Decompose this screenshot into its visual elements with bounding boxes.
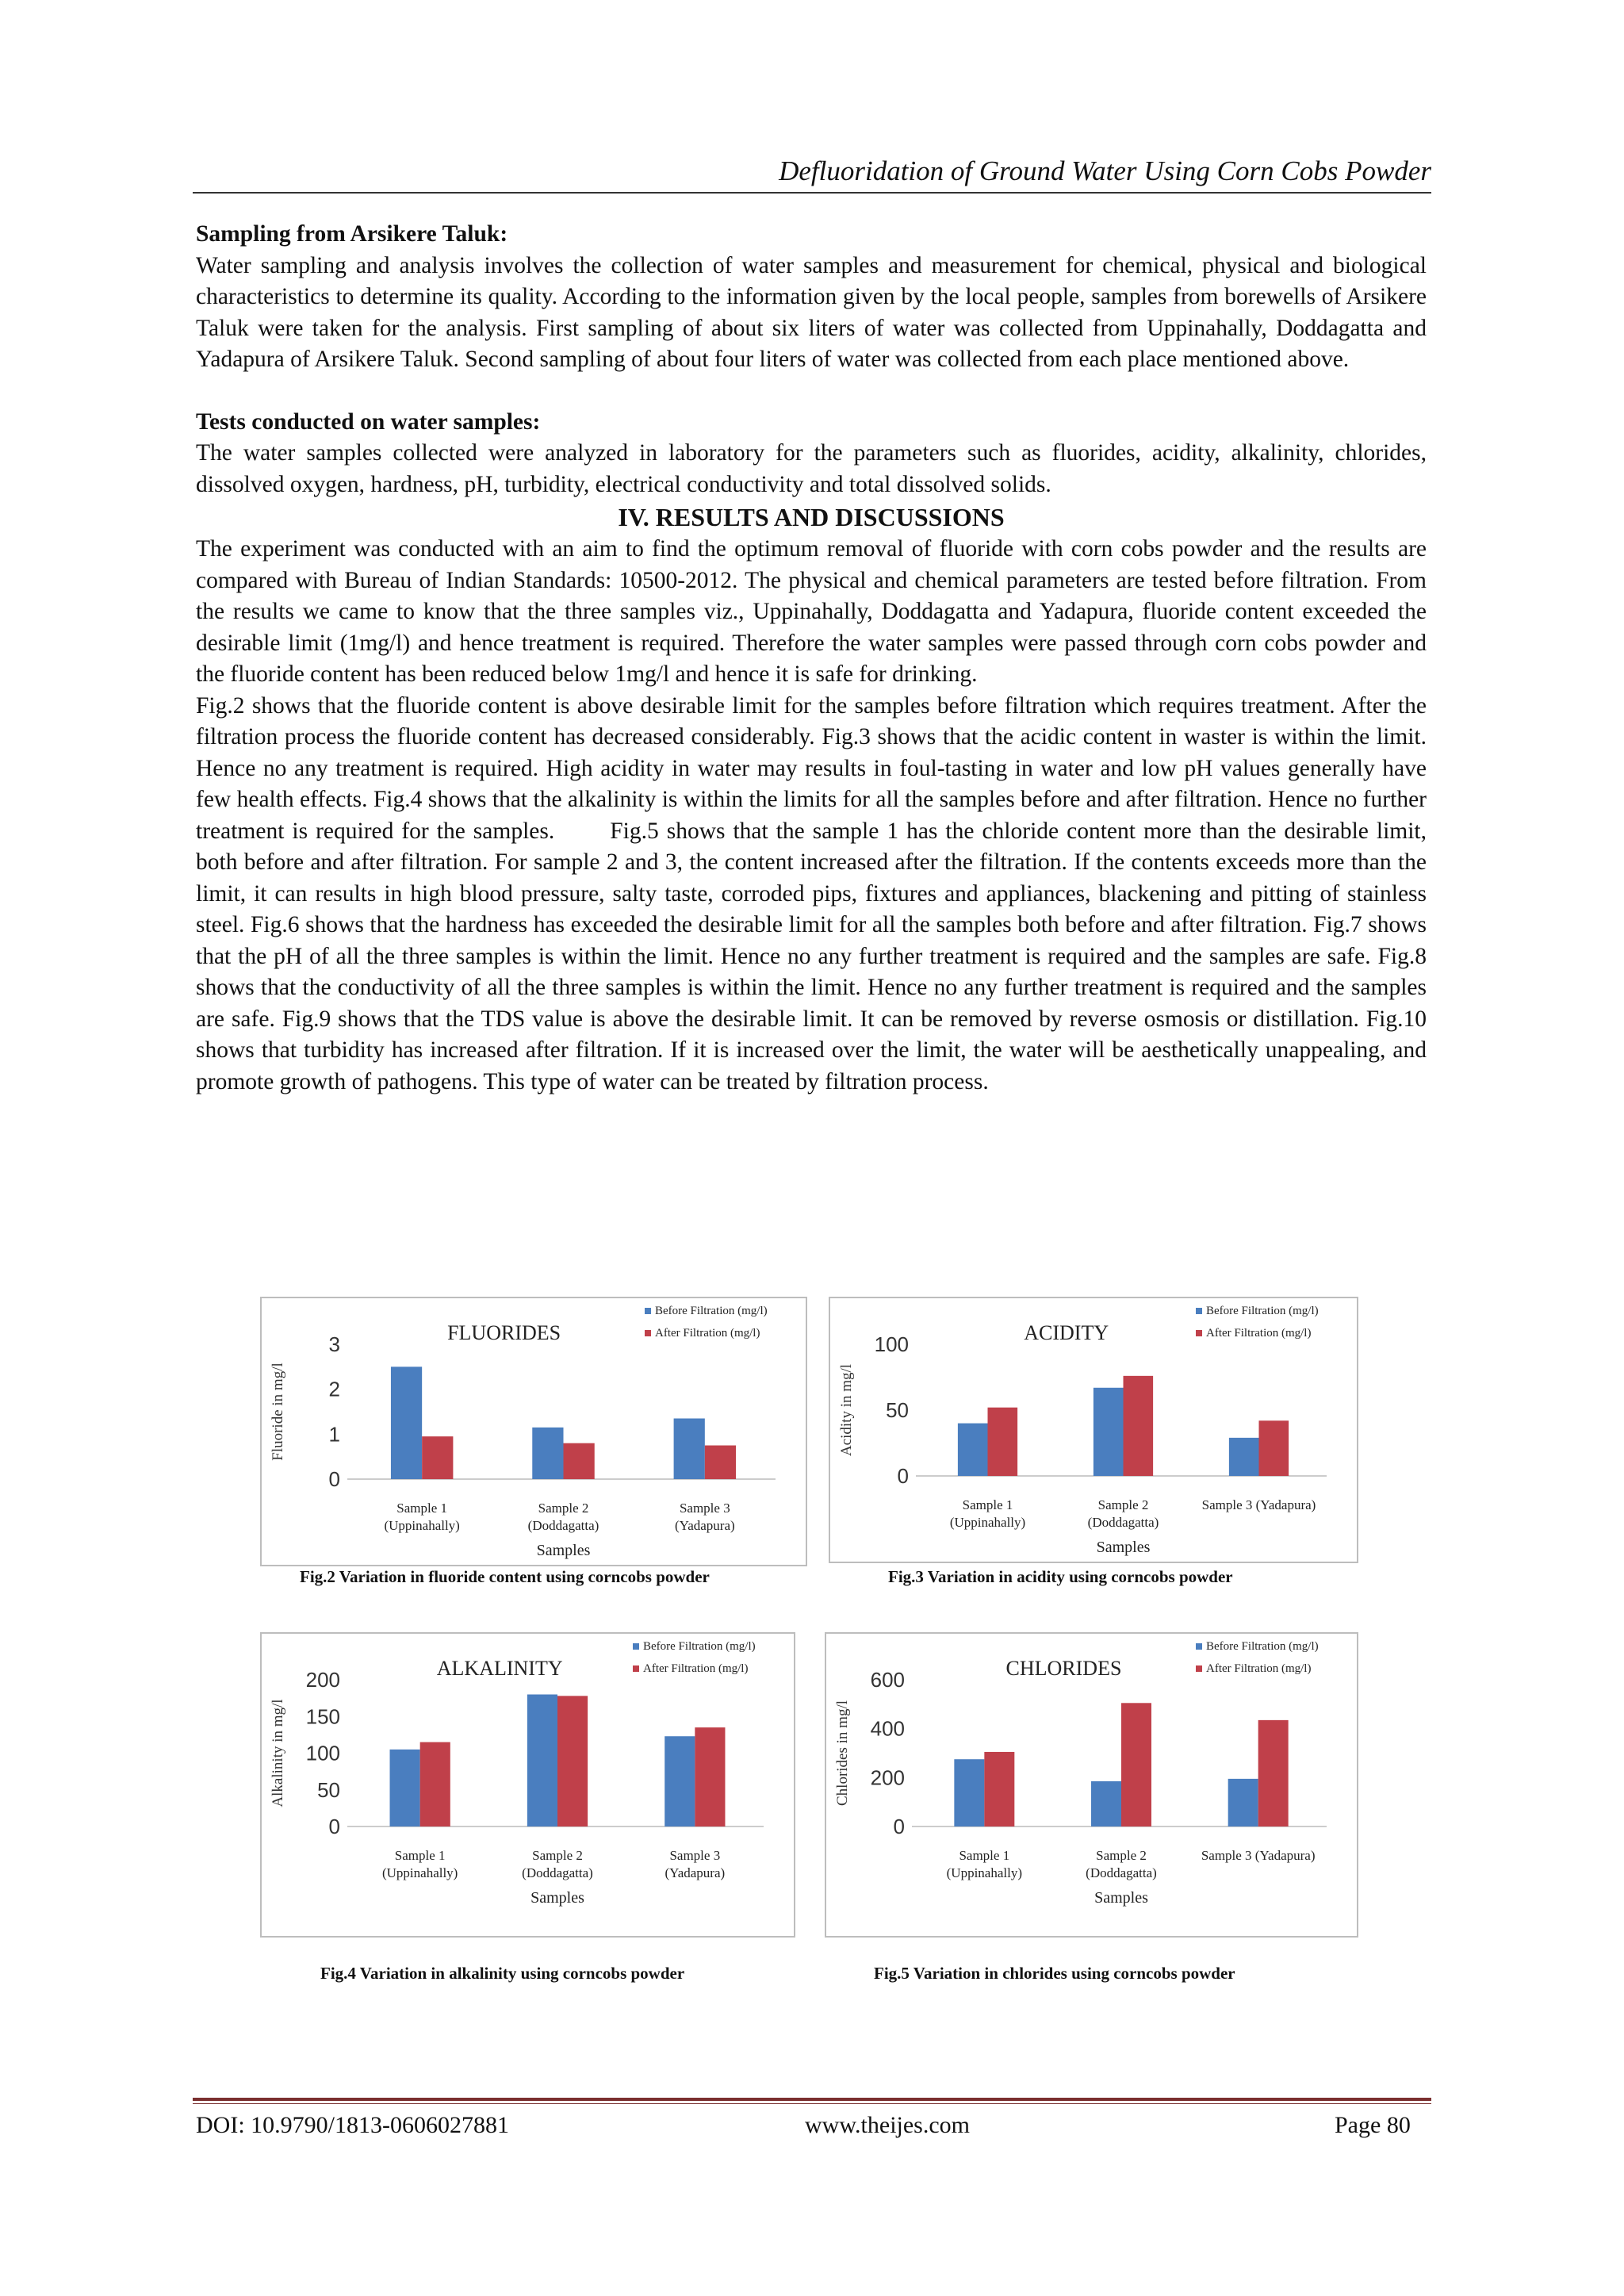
x-tick-label: (Doddagatta)	[522, 1865, 593, 1880]
chart-title: ACIDITY	[1024, 1321, 1109, 1344]
bar-before	[1228, 1779, 1258, 1826]
x-tick-label: Sample 2	[538, 1501, 589, 1516]
y-tick-label: 600	[870, 1668, 905, 1692]
x-axis-label: Samples	[536, 1542, 591, 1559]
legend-swatch	[633, 1665, 639, 1672]
x-tick-label: (Doddagatta)	[527, 1518, 599, 1533]
chart-alkalinity	[260, 1632, 795, 1938]
y-axis-label: Acidity in mg/l	[838, 1363, 855, 1457]
y-tick-label: 50	[317, 1777, 340, 1802]
footer-rule	[193, 2098, 1431, 2101]
footer-doi: DOI: 10.9790/1813-0606027881	[196, 2112, 509, 2138]
chart-title: ALKALINITY	[436, 1657, 563, 1680]
x-tick-label: (Yadapura)	[665, 1865, 726, 1880]
tests-paragraph: The water samples collected were analyzed in laboratory for the parameters such as fluorides, acidity, alkalinity, chlorides, dissolved oxygen, hardness, pH, turbidity, electrical conductivity and total dissolved solids.	[196, 440, 1427, 497]
bar-after	[422, 1436, 453, 1479]
figure-acidity	[829, 1297, 1358, 1563]
figure-fluorides	[260, 1297, 807, 1566]
bar-before	[1091, 1781, 1121, 1826]
legend-swatch	[1196, 1308, 1202, 1314]
x-tick-label: Sample 2	[532, 1848, 583, 1863]
caption-fig3: Fig.3 Variation in acidity using corncobs powder	[888, 1567, 1233, 1586]
bar-before	[390, 1750, 420, 1826]
legend-label: Before Filtration (mg/l)	[1206, 1640, 1319, 1653]
y-tick-label: 1	[328, 1422, 340, 1447]
sampling-heading: Sampling from Arsikere Taluk:	[196, 221, 508, 247]
footer-website: www.theijes.com	[805, 2112, 971, 2138]
footer-rule-thin	[193, 2103, 1431, 2104]
y-tick-label: 0	[893, 1815, 905, 1838]
y-tick-label: 100	[874, 1332, 909, 1356]
results-paragraph-2b: Fig.5 shows that the sample 1 has the chloride content more than the desirable limit, both before and after filtration. For sample 2 and 3, the content increased after the filtration. If the contents exceeds more than the limit, it can results in high blood pressure, salty taste, corroded pips, fixtures and appliances, blackening and pitting of stainless steel. Fig.6 shows that the hardness has exceeded the desirable limit for all the samples both before and after filtration. Fig.7 shows that the pH of all the three samples is within the limit. Hence no any further treatment is required and the samples are safe. Fig.8 shows that the conductivity of all the three samples is within the limit. Hence no any further treatment is required and the samples are safe. Fig.9 shows that the TDS value is above the desirable limit. It can be removed by reverse osmosis or distillation. Fig.10 shows that turbidity has increased after filtration. If it is increased over the limit, the water will be aesthetically unappealing, and promote growth of pathogens. This type of water can be treated by filtration process.	[196, 818, 1427, 1094]
legend-label: After Filtration (mg/l)	[655, 1327, 760, 1340]
x-tick-label: Sample 2	[1097, 1497, 1149, 1512]
caption-fig2: Fig.2 Variation in fluoride content using corncobs powder	[300, 1567, 710, 1586]
x-tick-label: (Uppinahally)	[384, 1518, 460, 1533]
legend-label: After Filtration (mg/l)	[1206, 1662, 1312, 1675]
bar-before	[1094, 1388, 1124, 1476]
x-tick-label: Sample 2	[1096, 1848, 1147, 1863]
legend-label: After Filtration (mg/l)	[1206, 1327, 1312, 1340]
y-tick-label: 2	[328, 1377, 340, 1401]
x-tick-label: Sample 3	[669, 1848, 721, 1863]
running-title: Defluoridation of Ground Water Using Corn Cobs Powder	[779, 155, 1431, 186]
x-tick-label: Sample 1	[962, 1497, 1013, 1512]
x-tick-label: Sample 3 (Yadapura)	[1201, 1497, 1316, 1512]
caption-fig5: Fig.5 Variation in chlorides using corncobs powder	[874, 1964, 1235, 1983]
y-tick-label: 50	[886, 1398, 909, 1422]
bar-before	[665, 1736, 695, 1826]
header-rule	[193, 192, 1431, 194]
bar-before	[674, 1419, 705, 1480]
x-tick-label: Sample 1	[394, 1848, 446, 1863]
x-tick-label: (Yadapura)	[674, 1518, 735, 1533]
y-tick-label: 0	[897, 1464, 909, 1488]
bar-before	[532, 1428, 563, 1479]
chart-title: FLUORIDES	[447, 1321, 561, 1344]
y-tick-label: 0	[328, 1815, 340, 1838]
bar-after	[1259, 1420, 1289, 1476]
bar-after	[988, 1408, 1018, 1476]
figure-chlorides	[825, 1632, 1358, 1938]
x-tick-label: Sample 3 (Yadapura)	[1201, 1848, 1316, 1863]
x-axis-label: Samples	[530, 1889, 584, 1907]
y-tick-label: 3	[328, 1332, 340, 1356]
legend-label: After Filtration (mg/l)	[643, 1662, 749, 1675]
y-axis-label: Alkalinity in mg/l	[270, 1699, 286, 1807]
legend-label: Before Filtration (mg/l)	[655, 1305, 768, 1317]
tests-heading: Tests conducted on water samples:	[196, 408, 541, 435]
bar-after	[1258, 1720, 1289, 1826]
y-tick-label: 100	[305, 1741, 340, 1765]
caption-fig4: Fig.4 Variation in alkalinity using corncobs powder	[320, 1964, 685, 1983]
bar-after	[564, 1443, 595, 1479]
y-tick-label: 200	[305, 1668, 340, 1692]
x-axis-label: Samples	[1094, 1889, 1148, 1907]
x-tick-label: (Uppinahally)	[946, 1865, 1023, 1880]
bar-after	[695, 1727, 725, 1826]
legend-swatch	[1196, 1643, 1202, 1650]
x-tick-label: Sample 3	[679, 1501, 730, 1516]
chart-acidity	[829, 1297, 1358, 1563]
bar-before	[1229, 1438, 1259, 1476]
y-tick-label: 200	[870, 1765, 905, 1790]
bar-before	[958, 1424, 988, 1476]
legend-swatch	[645, 1330, 651, 1336]
x-axis-label: Samples	[1096, 1539, 1151, 1556]
results-paragraph-2a: Fig.2 shows that the fluoride content is above desirable limit for the samples before filtration which requires treatment. After the filtration process the fluoride content has decreased considerably. Fig.3 shows that the acidic content in waster is within the limit. Hence no any treatment is required. High acidity in water may results in foul-tasting in water and low pH values generally have few health effects. Fig.4 shows that the alkalinity is within the limits for all the samples before and after filtration. Hence no further treatment is required for the samples.	[196, 692, 1427, 844]
bar-after	[1124, 1376, 1154, 1476]
legend-swatch	[645, 1308, 651, 1314]
bar-after	[420, 1742, 450, 1826]
results-paragraph-2	[196, 691, 1427, 1098]
y-tick-label: 400	[870, 1716, 905, 1741]
x-tick-label: Sample 1	[396, 1501, 448, 1516]
bar-before	[527, 1695, 557, 1827]
y-tick-label: 0	[328, 1467, 340, 1491]
x-tick-label: (Uppinahally)	[381, 1865, 458, 1880]
y-tick-label: 150	[305, 1704, 340, 1729]
bar-after	[1121, 1703, 1151, 1826]
legend-swatch	[633, 1643, 639, 1650]
chart-chlorides	[825, 1632, 1358, 1938]
bar-before	[954, 1759, 984, 1826]
x-tick-label: Sample 1	[959, 1848, 1010, 1863]
bar-before	[391, 1366, 422, 1479]
sampling-paragraph: Water sampling and analysis involves the collection of water samples and measurement for chemical, physical and biological characteristics to determine its quality. According to the information given by the local people, samples from borewells of Arsikere Taluk were taken for the analysis. First sampling of about six liters of water was collected from Uppinahally, Doddagatta and Yadapura of Arsikere Taluk. Second sampling of about four liters of water was collected from each place mentioned above.	[196, 252, 1427, 372]
x-tick-label: (Doddagatta)	[1087, 1515, 1159, 1530]
x-tick-label: (Uppinahally)	[949, 1515, 1026, 1530]
results-paragraph-1: The experiment was conducted with an aim to find the optimum removal of fluoride with corn cobs powder and the results are compared with Bureau of Indian Standards: 10500-2012. The physical and chemical parameters are tested before filtration. From the results we came to know that the three samples viz., Uppinahally, Doddagatta and Yadapura, fluoride content exceeded the desirable limit (1mg/l) and hence treatment is required. Therefore the water samples were passed through corn cobs powder and the fluoride content has been reduced below 1mg/l and hence it is safe for drinking.	[196, 536, 1427, 687]
bar-after	[705, 1446, 736, 1480]
footer-page-number: Page 80	[1335, 2112, 1411, 2138]
legend-label: Before Filtration (mg/l)	[643, 1640, 756, 1653]
bar-after	[984, 1752, 1014, 1826]
legend-swatch	[1196, 1330, 1202, 1336]
bar-after	[557, 1696, 588, 1826]
results-heading: IV. RESULTS AND DISCUSSIONS	[618, 503, 1005, 531]
article-body	[196, 219, 1427, 1098]
legend-label: Before Filtration (mg/l)	[1206, 1305, 1319, 1317]
chart-title: CHLORIDES	[1005, 1657, 1122, 1680]
y-axis-label: Fluoride in mg/l	[270, 1363, 286, 1461]
y-axis-label: Chlorides in mg/l	[834, 1700, 851, 1806]
x-tick-label: (Doddagatta)	[1086, 1865, 1157, 1880]
legend-swatch	[1196, 1665, 1202, 1672]
figure-alkalinity	[260, 1632, 795, 1938]
chart-fluorides	[260, 1297, 807, 1566]
